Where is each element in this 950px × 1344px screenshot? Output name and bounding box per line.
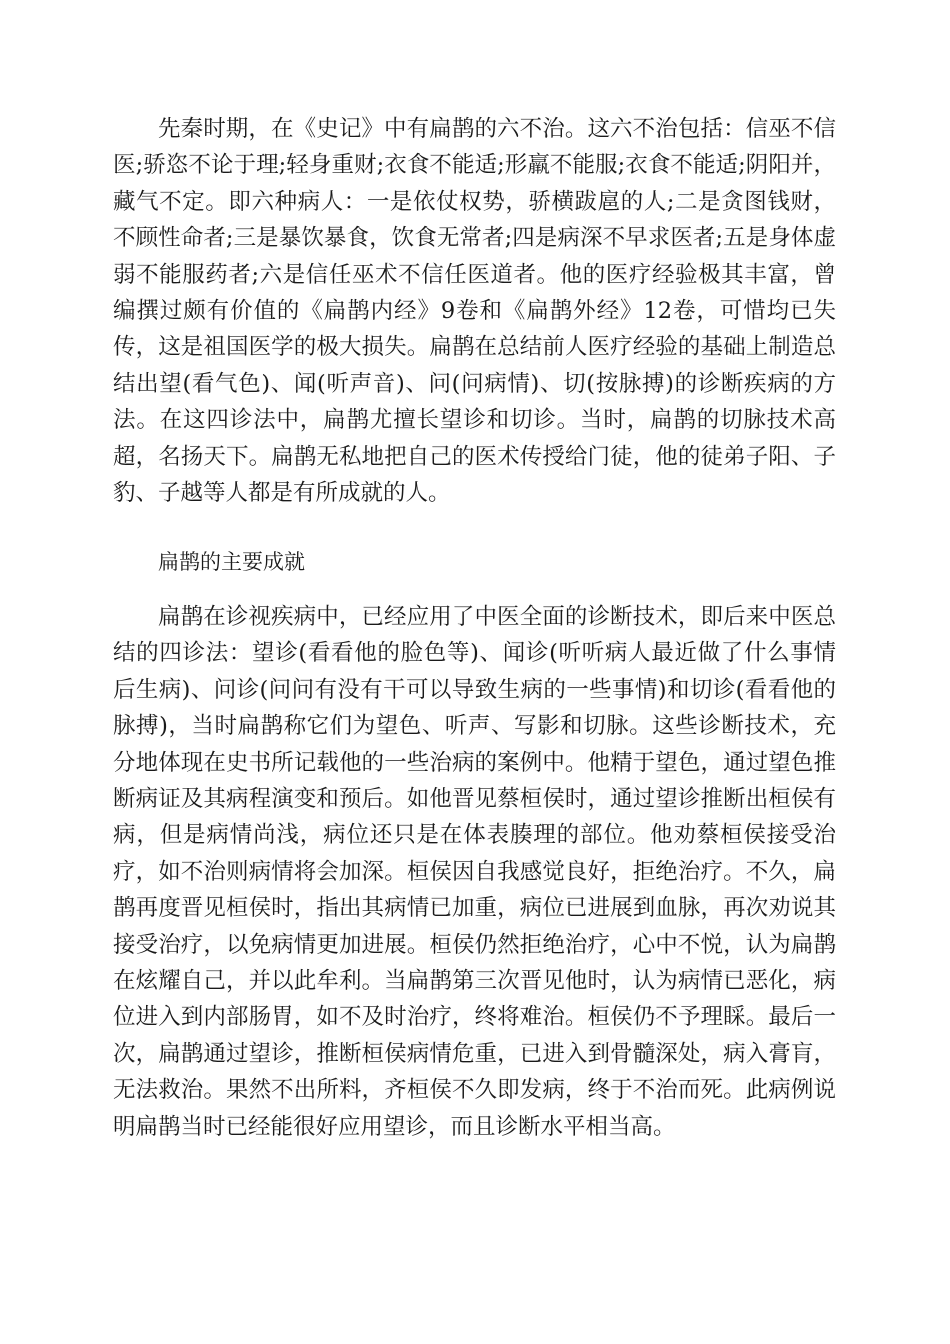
body-paragraph: 先秦时期，在《史记》中有扁鹊的六不治。这六不治包括：信巫不信医;骄恣不论于理;轻身重财;衣食不能适;形羸不能服;衣食不能适;阴阳并，藏气不定。即六种病人：一是依仗权势，骄横跋扈的人;二是贪图钱财，不顾性命者;三是暴饮暴食，饮食无常者;四是病深不早求医者;五是身体虚弱不能服药者;六是信任巫术不信任医道者。他的医疗经验极其丰富，曾编撰过颇有价值的《扁鹊内经》9卷和《扁鹊外经》12卷，可惜均已失传，这是祖国医学的极大损失。扁鹊在总结前人医疗经验的基础上制造总结出望(看气色)、闻(听声音)、问(问病情)、切(按脉搏)的诊断疾病的方法。在这四诊法中，扁鹊尤擅长望诊和切诊。当时，扁鹊的切脉技术高超，名扬天下。扁鹊无私地把自己的医术传授给门徒，他的徒弟子阳、子豹、子越等人都是有所成就的人。 bbox=[113, 116, 836, 507]
section-heading: 扁鹊的主要成就 bbox=[158, 550, 305, 574]
body-paragraph: 扁鹊在诊视疾病中，已经应用了中医全面的诊断技术，即后来中医总结的四诊法：望诊(看看他的脸色等)、闻诊(听听病人最近做了什么事情后生病)、问诊(问问有没有干可以导致生病的一些事情)和切诊(看看他的脉搏)，当时扁鹊称它们为望色、听声、写影和切脉。这些诊断技术，充分地体现在史书所记载他的一些治病的案例中。他精于望色，通过望色推断病证及其病程演变和预后。如他晋见蔡桓侯时，通过望诊推断出桓侯有病，但是病情尚浅，病位还只是在体表腠理的部位。他劝蔡桓侯接受治疗，如不治则病情将会加深。桓侯因自我感觉良好，拒绝治疗。不久，扁鹊再度晋见桓侯时，指出其病情已加重，病位已进展到血脉，再次劝说其接受治疗，以免病情更加进展。桓侯仍然拒绝治疗，心中不悦，认为扁鹊在炫耀自己，并以此牟利。当扁鹊第三次晋见他时，认为病情已恶化，病位进入到内部肠胃，如不及时治疗，终将难治。桓侯仍不予理睬。最后一次，扁鹊通过望诊，推断桓侯病情危重，已进入到骨髓深处，病入膏肓，无法救治。果然不出所料，齐桓侯不久即发病，终于不治而死。此病例说明扁鹊当时已经能很好应用望诊，而且诊断水平相当高。 bbox=[113, 604, 836, 1140]
